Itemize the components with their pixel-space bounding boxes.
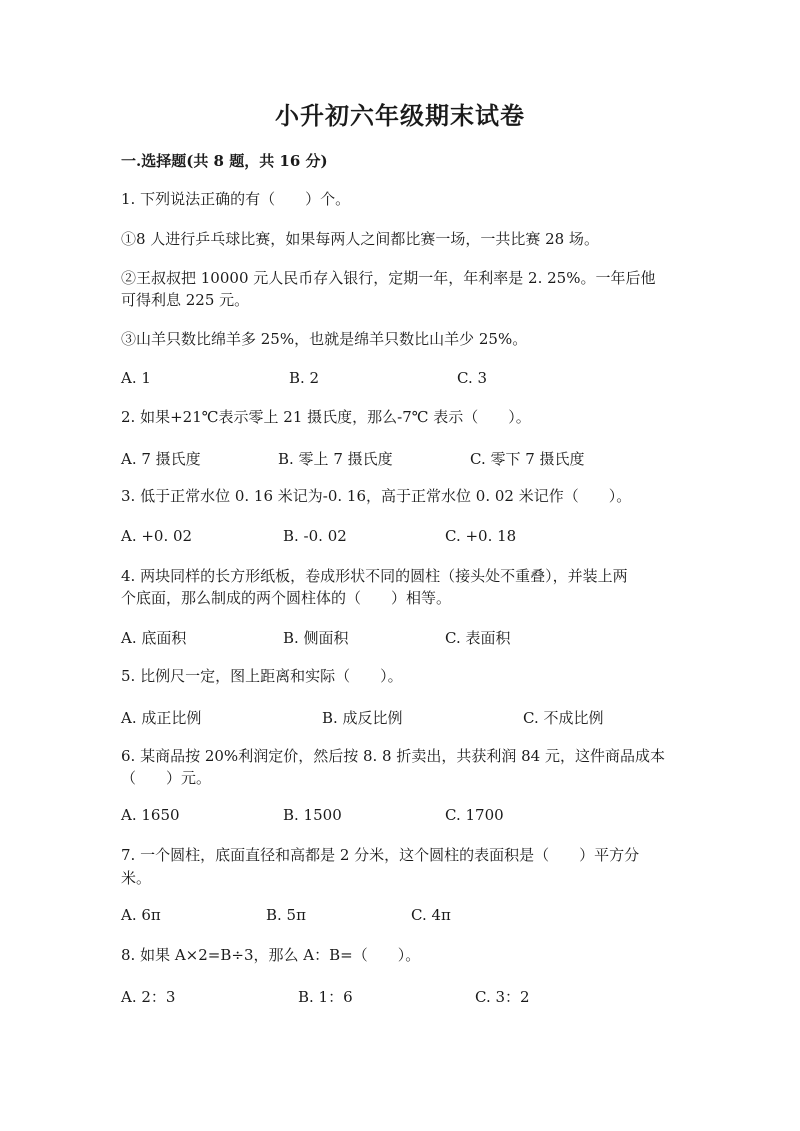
question-6-option-a[interactable]: A. 1650 (121, 806, 180, 824)
question-4-option-a[interactable]: A. 底面积 (121, 629, 187, 647)
question-8-stem: 8. 如果 A×2=B÷3，那么 A：B=（ ）。 (121, 946, 421, 964)
question-4-stem-line-2: 个底面，那么制成的两个圆柱体的（ ）相等。 (121, 589, 452, 607)
question-5-option-a[interactable]: A. 成正比例 (121, 709, 202, 727)
question-6-stem-line-1: 6. 某商品按 20%利润定价，然后按 8. 8 折卖出，共获利润 84 元，这件商品成本 (121, 747, 665, 765)
question-3-stem: 3. 低于正常水位 0. 16 米记为-0. 16，高于正常水位 0. 02 米记作（ ）。 (121, 487, 632, 505)
question-6-option-c[interactable]: C. 1700 (445, 806, 504, 824)
question-6-stem-line-2: （ ）元。 (121, 769, 212, 787)
question-1-statement-2-line-2: 可得利息 225 元。 (121, 291, 250, 309)
question-7-stem-line-1: 7. 一个圆柱，底面直径和高都是 2 分米，这个圆柱的表面积是（ ）平方分 (121, 846, 640, 864)
question-1-option-a[interactable]: A. 1 (121, 369, 151, 387)
question-3-option-b[interactable]: B. -0. 02 (283, 527, 347, 545)
question-1-statement-1: ①8 人进行乒乓球比赛，如果每两人之间都比赛一场，一共比赛 28 场。 (121, 230, 599, 248)
question-1-statement-3: ③山羊只数比绵羊多 25%，也就是绵羊只数比山羊少 25%。 (121, 330, 528, 348)
question-4-option-c[interactable]: C. 表面积 (445, 629, 511, 647)
question-4-option-b[interactable]: B. 侧面积 (283, 629, 349, 647)
question-5-stem: 5. 比例尺一定，图上距离和实际（ ）。 (121, 667, 403, 685)
question-5-option-b[interactable]: B. 成反比例 (322, 709, 403, 727)
section-heading: 一.选择题(共 8 题，共 16 分) (121, 152, 328, 170)
question-7-option-a[interactable]: A. 6π (121, 906, 161, 924)
question-1-statement-2-line-1: ②王叔叔把 10000 元人民币存入银行，定期一年，年利率是 2. 25%。一年后他 (121, 269, 656, 287)
question-1-option-b[interactable]: B. 2 (289, 369, 320, 387)
question-7-option-b[interactable]: B. 5π (266, 906, 306, 924)
question-2-option-c[interactable]: C. 零下 7 摄氏度 (470, 450, 585, 468)
question-2-option-a[interactable]: A. 7 摄氏度 (121, 450, 201, 468)
question-3-option-a[interactable]: A. +0. 02 (121, 527, 193, 545)
question-7-stem-line-2: 米。 (121, 869, 152, 887)
question-8-option-a[interactable]: A. 2：3 (121, 988, 176, 1006)
question-6-option-b[interactable]: B. 1500 (283, 806, 342, 824)
question-5-option-c[interactable]: C. 不成比例 (523, 709, 604, 727)
question-8-option-b[interactable]: B. 1：6 (298, 988, 353, 1006)
question-1-option-c[interactable]: C. 3 (457, 369, 488, 387)
question-8-option-c[interactable]: C. 3：2 (475, 988, 530, 1006)
question-4-stem-line-1: 4. 两块同样的长方形纸板，卷成形状不同的圆柱（接头处不重叠），并装上两 (121, 567, 628, 585)
question-2-stem: 2. 如果+21℃表示零上 21 摄氏度，那么-7℃ 表示（ ）。 (121, 408, 531, 426)
question-2-option-b[interactable]: B. 零上 7 摄氏度 (278, 450, 393, 468)
question-7-option-c[interactable]: C. 4π (411, 906, 451, 924)
question-3-option-c[interactable]: C. +0. 18 (445, 527, 517, 545)
exam-title: 小升初六年级期末试卷 (275, 101, 525, 130)
question-1-stem: 1. 下列说法正确的有（ ）个。 (121, 190, 351, 208)
